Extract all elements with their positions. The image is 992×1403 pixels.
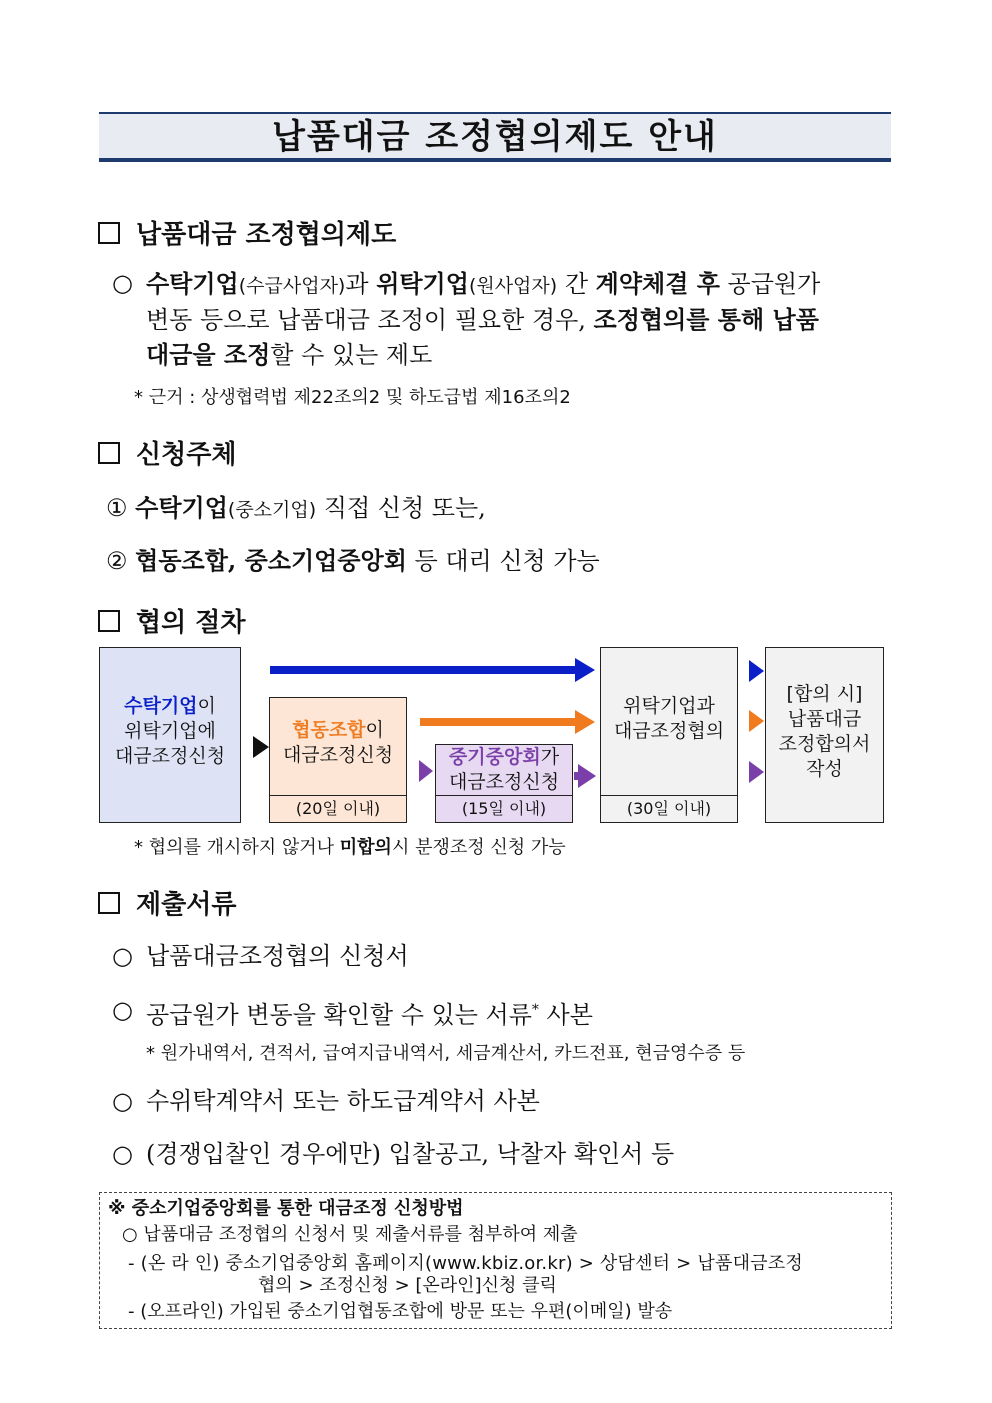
legal-basis-note: * 근거 : 상생협력법 제22조의2 및 하도급법 제16조의2 (134, 387, 571, 408)
duration-label: (15일 이내) (436, 795, 572, 822)
flow-box-negotiation: 위탁기업과 대금조정협의 (30일 이내) (600, 647, 738, 823)
flow-box-cooperative: 협동조합이 대금조정신청 (20일 이내) (269, 697, 407, 823)
bullet-circle-icon: ○ (112, 1087, 133, 1115)
flow-box-kbiz: 중기중앙회가 대금조정신청 (15일 이내) (435, 744, 573, 823)
section-heading-procedure: 협의 절차 (98, 602, 246, 639)
square-bullet-icon (98, 222, 120, 244)
document-item: 공급원가 변동을 확인할 수 있는 서류* 사본 (146, 1001, 593, 1029)
blue-triangle-icon (749, 660, 764, 682)
section-heading-system: 납품대금 조정협의제도 (98, 214, 396, 251)
purple-triangle-icon (419, 760, 433, 782)
info-box-line-online-cont: 협의 > 조정신청 > [온라인]신청 클릭 (258, 1275, 557, 1296)
documents-note: * 원가내역서, 견적서, 급여지급내역서, 세금계산서, 카드전표, 현금영수증 등 (146, 1043, 746, 1064)
duration-label: (30일 이내) (601, 795, 737, 822)
purple-triangle-icon (749, 761, 764, 783)
bullet-circle-icon: ○ (112, 996, 133, 1024)
info-box-line-offline: - (오프라인) 가입된 중소기업협동조합에 방문 또는 우편(이메일) 발송 (128, 1301, 673, 1322)
application-method-box (99, 1192, 892, 1329)
system-description-line3: 대금을 조정할 수 있는 제도 (146, 340, 433, 369)
info-box-line-online: - (온 라 인) 중소기업중앙회 홈페이지(www.kbiz.or.kr) > 상담센터 > 납품대금조정 (128, 1253, 803, 1274)
orange-triangle-icon (749, 710, 764, 732)
info-box-line: ○ 납품대금 조정협의 신청서 및 제출서류를 첨부하여 제출 (122, 1224, 578, 1245)
square-bullet-icon (98, 892, 120, 914)
page-title: 납품대금 조정협의제도 안내 (272, 117, 718, 157)
applicant-item-1: ① 수탁기업(중소기업) 직접 신청 또는, (106, 493, 486, 522)
system-description-line1: 수탁기업(수급사업자)과 위탁기업(원사업자) 간 계약체결 후 공급원가 (146, 269, 821, 298)
duration-label: (20일 이내) (270, 795, 406, 822)
bullet-circle-icon: ○ (112, 269, 133, 297)
applicant-item-2: ② 협동조합, 중소기업중앙회 등 대리 신청 가능 (106, 546, 600, 575)
title-banner (99, 112, 891, 162)
section-heading-documents: 제출서류 (98, 884, 236, 921)
section-heading-applicant: 신청주체 (98, 434, 236, 471)
flow-box-subcontractor: 수탁기업이 위탁기업에 대금조정신청 (99, 647, 241, 823)
procedure-note: * 협의를 개시하지 않거나 미합의시 분쟁조정 신청 가능 (134, 837, 566, 858)
black-triangle-icon (253, 736, 269, 758)
document-item: (경쟁입찰인 경우에만) 입찰공고, 낙찰자 확인서 등 (146, 1140, 675, 1168)
square-bullet-icon (98, 610, 120, 632)
system-description-line2: 변동 등으로 납품대금 조정이 필요한 경우, 조정협의를 통해 납품 (146, 305, 819, 334)
flow-box-agreement: [합의 시] 납품대금 조정합의서 작성 (765, 647, 884, 823)
document-item: 수위탁계약서 또는 하도급계약서 사본 (146, 1087, 540, 1115)
info-box-title: ※ 중소기업중앙회를 통한 대금조정 신청방법 (108, 1198, 464, 1219)
square-bullet-icon (98, 442, 120, 464)
document-item: 납품대금조정협의 신청서 (146, 942, 409, 970)
bullet-circle-icon: ○ (112, 942, 133, 970)
bullet-circle-icon: ○ (112, 1140, 133, 1168)
